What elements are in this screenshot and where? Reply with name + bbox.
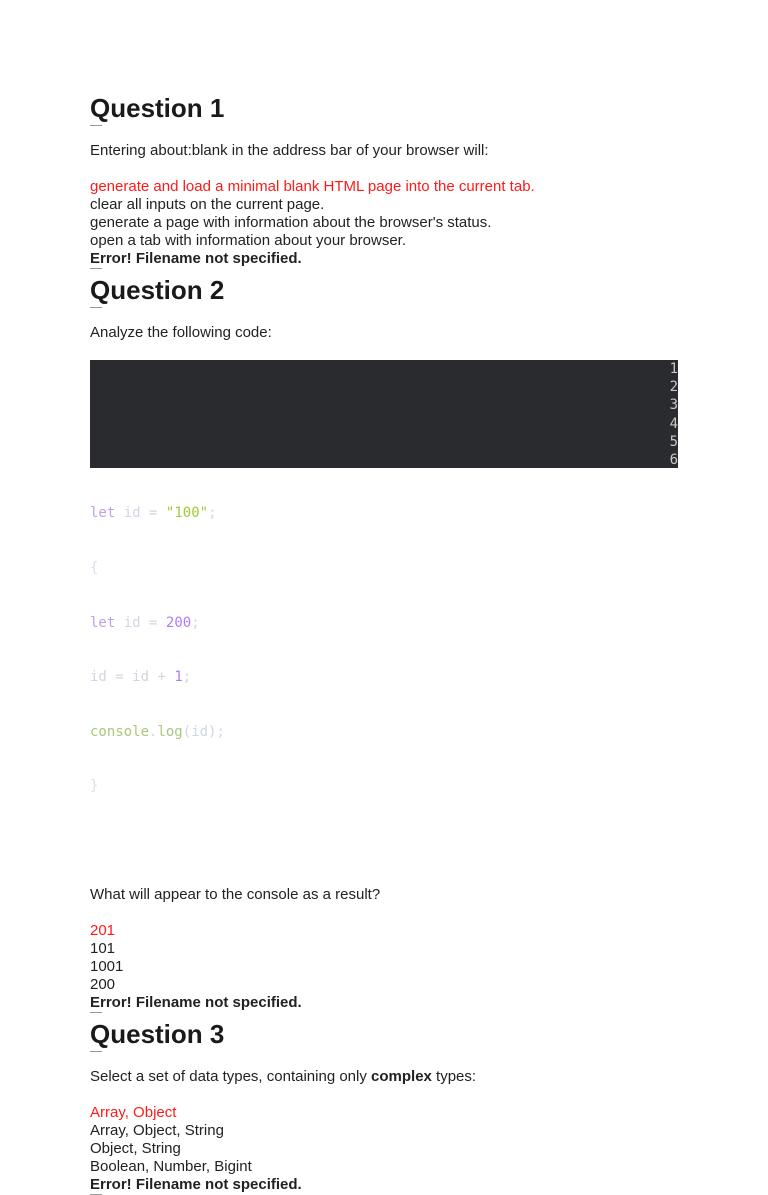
question-3-heading-text: Question 3 — [90, 1019, 225, 1050]
code-brace: { — [90, 560, 99, 577]
code-line — [90, 559, 690, 577]
heading-anchor-mark — [90, 125, 102, 126]
code-token: ; — [191, 614, 200, 631]
question-2-prompt: Analyze the following code: — [90, 324, 272, 341]
answer-option: 101 — [90, 940, 116, 958]
answer-option: clear all inputs on the current page. — [90, 196, 325, 213]
code-token: ; — [216, 723, 225, 740]
code-identifier: id — [132, 669, 150, 686]
code-token: ; — [182, 669, 192, 686]
code-token: ( — [182, 723, 192, 740]
question-2-heading — [90, 274, 690, 306]
error-text: Error! Filename not specified. — [90, 994, 302, 1012]
question-1-heading — [90, 92, 690, 124]
code-string: "100" — [165, 505, 209, 522]
question-3 — [90, 1018, 690, 1194]
answer-option: Array, Object, String — [90, 1122, 224, 1140]
code-number: 1 — [174, 669, 183, 686]
code-identifier: id — [90, 669, 107, 686]
line-number: 6 — [669, 451, 678, 468]
code-line — [90, 614, 690, 632]
code-token — [115, 505, 123, 521]
question-3-prompt — [90, 1068, 690, 1086]
question-3-error — [90, 1176, 690, 1194]
answer-option: 200 — [90, 976, 116, 994]
code-token: = — [149, 614, 158, 631]
code-function: log — [157, 723, 183, 740]
line-number: 2 — [669, 379, 678, 396]
code-identifier: id — [123, 505, 141, 522]
code-token — [115, 615, 123, 631]
answer-option: Object, String — [90, 1140, 181, 1158]
error-anchor-mark — [90, 268, 102, 269]
question-1-heading-text: Question 1 — [90, 93, 225, 123]
answer-option: 1001 — [90, 958, 124, 976]
code-token — [141, 615, 149, 631]
code-function: console — [90, 723, 150, 740]
prompt-emphasis: complex — [371, 1068, 432, 1086]
prompt-text: types: — [431, 1068, 477, 1086]
line-number: 5 — [669, 433, 678, 450]
question-1-answers — [90, 178, 690, 250]
answer-option: Boolean, Number, Bigint — [90, 1158, 252, 1176]
code-line — [90, 723, 690, 741]
code-identifier: id — [191, 723, 209, 740]
question-2-followup: What will appear to the console as a result? — [90, 886, 381, 904]
code-token — [157, 505, 165, 521]
answer-option-correct: 201 — [90, 922, 116, 940]
question-2-heading-text: Question 2 — [90, 275, 225, 305]
code-line — [90, 668, 690, 686]
code-keyword: let — [90, 614, 116, 631]
error-text: Error! Filename not specified. — [90, 1176, 302, 1194]
code-identifier: id — [123, 614, 141, 631]
error-anchor-mark — [90, 1012, 102, 1013]
answer-option: open a tab with information about your browser. — [90, 232, 407, 249]
question-1-error — [90, 250, 690, 268]
code-line — [90, 777, 690, 795]
code-token: . — [149, 723, 158, 740]
code-token: ; — [208, 505, 217, 522]
code-brace: } — [90, 778, 99, 795]
code-block-panel — [90, 360, 678, 468]
code-number: 200 — [165, 614, 192, 631]
answer-option-correct: generate and load a minimal blank HTML page into the current tab. — [90, 178, 535, 195]
code-line — [90, 504, 690, 522]
question-1 — [90, 92, 690, 268]
line-number: 3 — [669, 397, 678, 414]
code-listing — [90, 468, 690, 832]
code-token — [124, 669, 132, 685]
question-2-answers — [90, 922, 690, 994]
error-text: Error! Filename not specified. — [90, 250, 302, 267]
question-2-error — [90, 994, 690, 1012]
line-number: 1 — [669, 361, 678, 377]
prompt-text: Select a set of data types, containing only — [90, 1068, 372, 1086]
code-token: ) — [208, 723, 217, 740]
answer-option-correct: Array, Object — [90, 1104, 177, 1122]
code-token: + — [157, 669, 166, 686]
heading-anchor-mark — [90, 307, 102, 308]
question-2 — [90, 274, 690, 1012]
answer-option: generate a page with information about the browser's status. — [90, 214, 492, 231]
question-1-prompt: Entering about:blank in the address bar of your browser will: — [90, 142, 489, 159]
question-3-heading — [90, 1018, 690, 1050]
question-3-answers — [90, 1104, 690, 1176]
code-token — [157, 615, 165, 631]
line-number: 4 — [669, 415, 678, 432]
code-token: = — [149, 505, 158, 522]
code-keyword: let — [90, 505, 116, 522]
quiz-document — [90, 92, 690, 1194]
code-token: = — [115, 669, 124, 686]
code-line-numbers — [666, 360, 678, 469]
code-token — [141, 505, 149, 521]
heading-anchor-mark — [90, 1051, 102, 1052]
